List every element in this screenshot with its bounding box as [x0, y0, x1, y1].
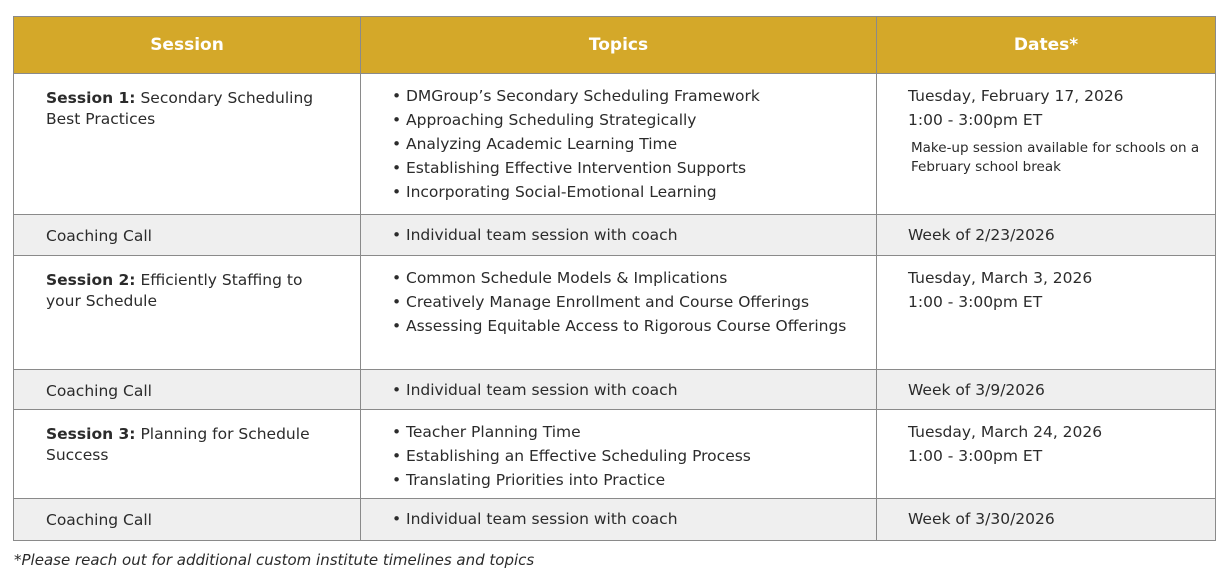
- session-time: 1:00 - 3:00pm ET: [908, 293, 1043, 311]
- header-dates: Dates*: [877, 17, 1216, 74]
- dates-cell: [877, 74, 1216, 215]
- session-title: Secondary Scheduling Best Practices: [46, 89, 314, 128]
- topic-item: • Individual team session with coach: [392, 223, 866, 247]
- session-date: Tuesday, February 17, 2026: [908, 87, 1124, 105]
- session-time: 1:00 - 3:00pm ET: [908, 447, 1043, 465]
- footnote: *Please reach out for additional custom institute timelines and topics: [14, 551, 535, 569]
- table-row: [14, 370, 1216, 410]
- topic-item: • Analyzing Academic Learning Time: [392, 132, 866, 156]
- session-date: Tuesday, March 3, 2026: [908, 269, 1093, 287]
- topic-item: • Common Schedule Models & Implications: [392, 266, 866, 290]
- coaching-label: Coaching Call: [14, 215, 361, 256]
- topic-item: • Individual team session with coach: [392, 378, 866, 402]
- coaching-label: Coaching Call: [14, 499, 361, 541]
- topic-item: • Translating Priorities into Practice: [392, 468, 866, 492]
- topics-cell: [361, 74, 877, 215]
- topics-cell: [361, 499, 877, 541]
- topic-item: • Approaching Scheduling Strategically: [392, 108, 866, 132]
- topics-cell: [361, 215, 877, 256]
- coaching-label: Coaching Call: [14, 370, 361, 410]
- session-title: Efficiently Staffing to your Schedule: [46, 271, 303, 310]
- session-date: Tuesday, March 24, 2026: [908, 423, 1103, 441]
- topic-item: • Incorporating Social-Emotional Learning: [392, 180, 866, 204]
- session-number: Session 2:: [46, 271, 136, 289]
- topic-list: [392, 84, 866, 204]
- topic-list: [392, 223, 866, 247]
- topic-item: • Establishing an Effective Scheduling Process: [392, 444, 866, 468]
- header-topics: Topics: [361, 17, 877, 74]
- coaching-date: Week of 2/23/2026: [877, 215, 1216, 256]
- topics-cell: [361, 410, 877, 499]
- topic-list: [392, 266, 866, 338]
- session-title: Planning for Schedule Success: [46, 425, 310, 464]
- table-row: [14, 499, 1216, 541]
- topic-item: • DMGroup’s Secondary Scheduling Framework: [392, 84, 866, 108]
- session-number: Session 1:: [46, 89, 136, 107]
- makeup-note: Make-up session available for schools on a February school break: [911, 140, 1200, 175]
- table-row: [14, 256, 1216, 370]
- topic-item: • Creatively Manage Enrollment and Course Offerings: [392, 290, 866, 314]
- topic-item: • Assessing Equitable Access to Rigorous Course Offerings: [392, 314, 866, 338]
- session-cell: [14, 256, 361, 370]
- topic-list: [392, 420, 866, 492]
- topics-cell: [361, 370, 877, 410]
- coaching-date: Week of 3/30/2026: [877, 499, 1216, 541]
- table-row: [14, 215, 1216, 256]
- table-row: [14, 74, 1216, 215]
- dates-cell: [877, 410, 1216, 499]
- topic-list: [392, 378, 866, 402]
- topic-item: • Establishing Effective Intervention Supports: [392, 156, 866, 180]
- topic-item: • Teacher Planning Time: [392, 420, 866, 444]
- schedule-table: [13, 16, 1216, 541]
- header-row: [14, 17, 1216, 74]
- coaching-date: Week of 3/9/2026: [877, 370, 1216, 410]
- dates-cell: [877, 256, 1216, 370]
- header-session: Session: [14, 17, 361, 74]
- session-cell: [14, 74, 361, 215]
- session-number: Session 3:: [46, 425, 136, 443]
- topic-item: • Individual team session with coach: [392, 507, 866, 531]
- table-row: [14, 410, 1216, 499]
- session-cell: [14, 410, 361, 499]
- topic-list: [392, 507, 866, 531]
- session-time: 1:00 - 3:00pm ET: [908, 111, 1043, 129]
- topics-cell: [361, 256, 877, 370]
